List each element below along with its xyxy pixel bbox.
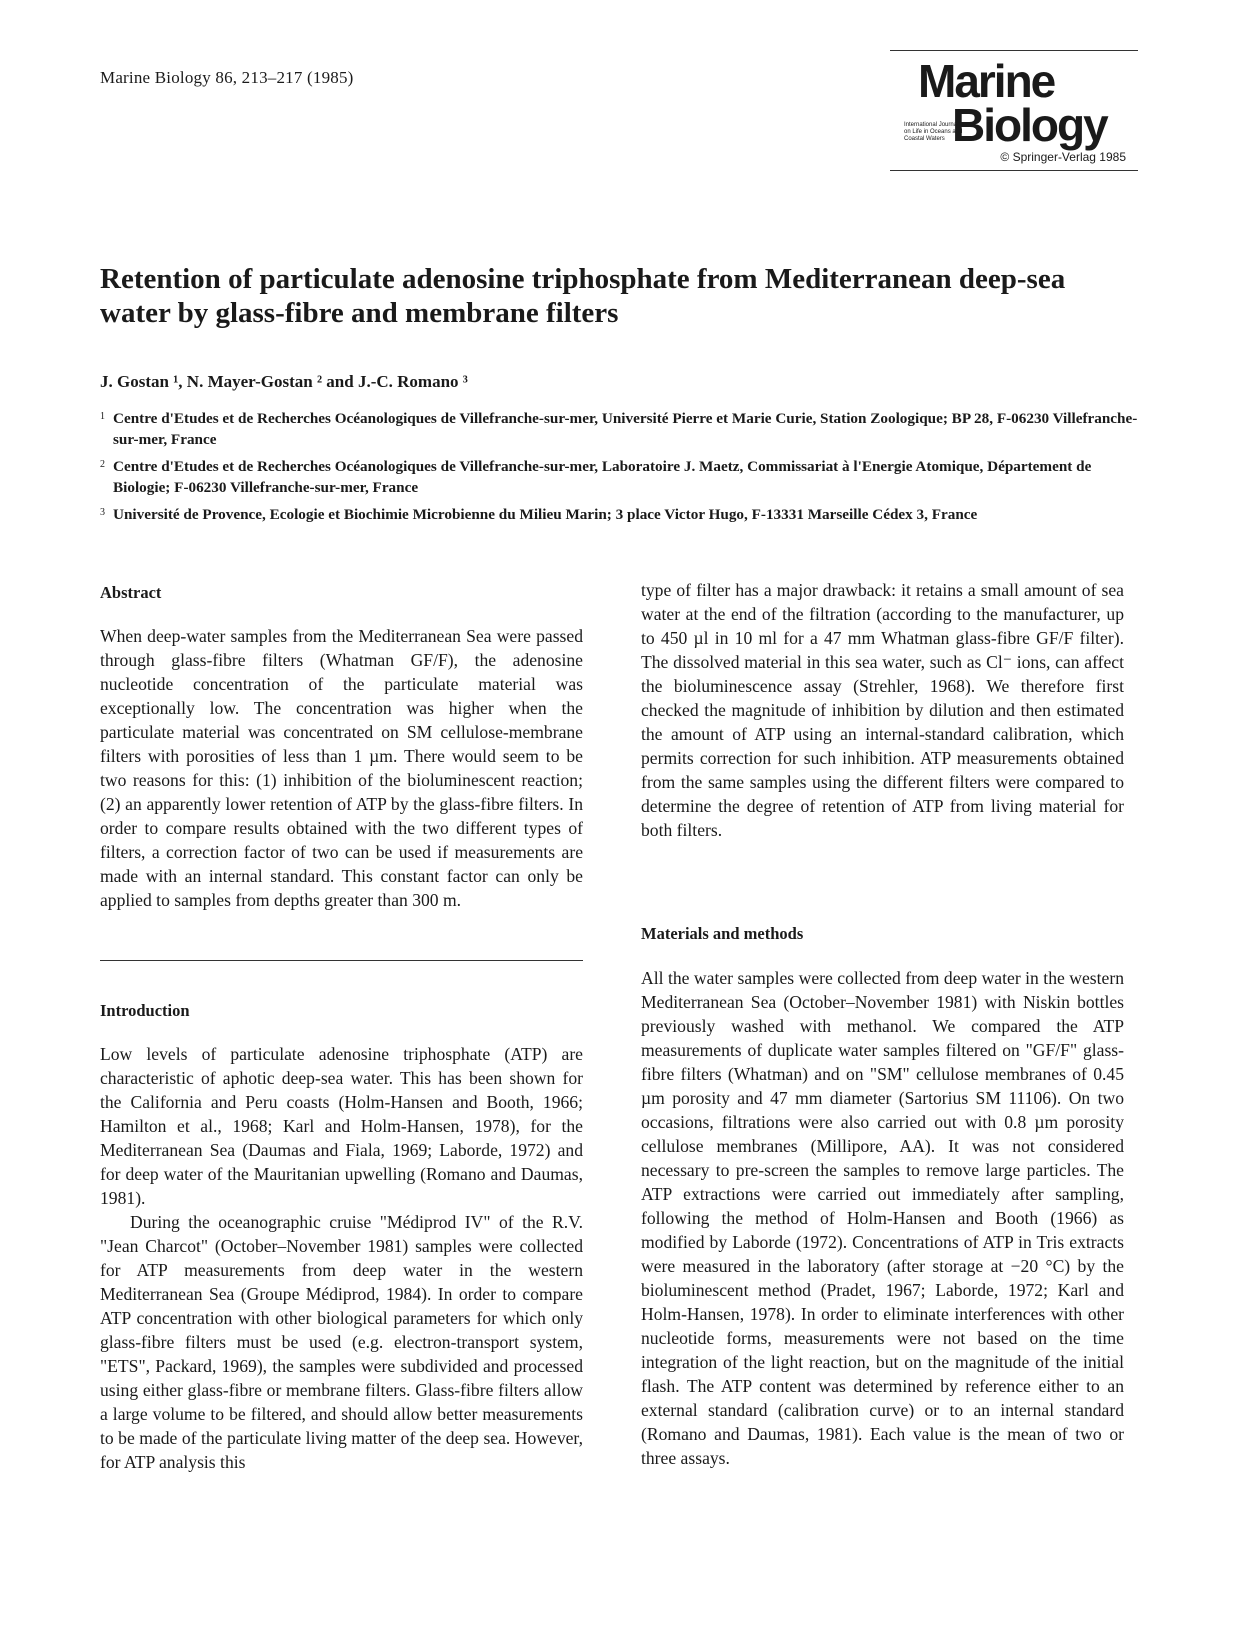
abstract-text: When deep-water samples from the Mediterranean Sea were passed through glass-fibre filters (Whatman GF/F), the adenosine nucleotide concentration of the particulate material was exceptionally low. The concentration was higher when the particulate material was concentrated on SM cellulose-membrane filters with porosities of less than 1 µm. There would seem to be two reasons for this: (1) inhibition of the bioluminescent reaction; (2) an apparently lower retention of ATP by the glass-fibre filters. In order to compare results obtained with the two different types of filters, a correction factor of two can be used if measurements are made with an internal standard. This constant factor can only be applied to samples from depths greater than 300 m. xyxy=(100,626,583,910)
article-authors: J. Gostan ¹, N. Mayer-Gostan ² and J.-C. Romano ³ xyxy=(100,372,468,391)
introduction-body xyxy=(100,1042,583,1474)
journal-logo xyxy=(890,50,1140,178)
affiliation-number: 2 xyxy=(100,459,105,470)
affiliation-3 xyxy=(100,504,1150,525)
logo-tagline: International Journal on Life in Oceans and Coastal Waters xyxy=(904,122,963,142)
affiliation-2 xyxy=(100,456,1150,498)
logo-word-marine: Marine xyxy=(918,55,1055,107)
methods-body xyxy=(641,966,1124,1470)
introduction-paragraph-3: type of filter has a major drawback: it retains a small amount of sea water at the end of the filtration (according to the manufacturer, up to 450 µl in 10 ml for a 47 mm Whatman glass-fibre GF/F filter). The dissolved material in this sea water, such as Cl⁻ ions, can affect the bioluminescence assay (Strehler, 1968). We therefore first checked the magnitude of inhibition by dilution and then estimated the amount of ATP using an internal-standard calibration, which permits correction for such inhibition. ATP measurements obtained from the same samples using the different filters were compared to determine the degree of retention of ATP from living material for both filters. xyxy=(641,580,1124,840)
affiliation-text: Centre d'Etudes et de Recherches Océanologiques de Villefranche-sur-mer, Université Pierre et Marie Curie, Station Zoologique; BP 28, F-06230 Villefranche-sur-mer, France xyxy=(113,410,1138,448)
abstract-heading: Abstract xyxy=(100,583,162,602)
introduction-paragraph-1: Low levels of particulate adenosine triphosphate (ATP) are characteristic of aphotic deep-sea water. This has been shown for the California and Peru coasts (Holm-Hansen and Booth, 1966; Hamilton et al., 1968; Karl and Holm-Hansen, 1978), for the Mediterranean Sea (Daumas and Fiala, 1969; Laborde, 1972) and for deep water of the Mauritanian upwelling (Romano and Daumas, 1981). xyxy=(100,1044,583,1208)
affiliation-text: Centre d'Etudes et de Recherches Océanologiques de Villefranche-sur-mer, Laboratoire J. Maetz, Commissariat à l'Energie Atomique, Département de Biologie; F-06230 Villefranche-sur-mer, France xyxy=(113,458,1092,496)
logo-top-rule xyxy=(890,50,1138,51)
methods-heading: Materials and methods xyxy=(641,924,804,943)
abstract-body xyxy=(100,624,583,912)
logo-word-biology: Biology xyxy=(952,99,1107,151)
affiliation-text: Université de Provence, Ecologie et Biochimie Microbienne du Milieu Marin; 3 place Victor Hugo, F-13331 Marseille Cédex 3, France xyxy=(113,506,978,523)
methods-text: All the water samples were collected from deep water in the western Mediterranean Sea (October–November 1981) with Niskin bottles previously washed with methanol. We compared the ATP measurements of duplicate water samples filtered on "GF/F" glass-fibre filters (Whatman) and on "SM" cellulose membranes of 0.45 µm porosity and 47 mm diameter (Sartorius SM 11106). On two occasions, filtrations were also carried out with 0.8 µm porosity cellulose membranes (Millipore, AA). It was not considered necessary to pre-screen the samples to remove large particles. The ATP extractions were carried out immediately after sampling, following the method of Holm-Hansen and Booth (1966) as modified by Laborde (1972). Concentrations of ATP in Tris extracts were measured in the laboratory (after storage at −20 °C) by the bioluminescent method (Pradet, 1967; Laborde, 1972; Karl and Holm-Hansen, 1978). In order to eliminate interferences with other nucleotide forms, measurements were not based on the time integration of the light reaction, but on the magnitude of the initial flash. The ATP content was determined by reference either to an external standard (calibration curve) or to an internal standard (Romano and Daumas, 1981). Each value is the mean of two or three assays. xyxy=(641,968,1124,1468)
introduction-continued xyxy=(641,578,1124,842)
introduction-paragraph-2: During the oceanographic cruise "Médiprod IV" of the R.V. "Jean Charcot" (October–November 1981) samples were collected for ATP measurements from deep water in the western Mediterranean Sea (Groupe Médiprod, 1984). In order to compare ATP concentration with other biological parameters for which only glass-fibre filters must be used (e.g. electron-transport system, "ETS", Packard, 1969), the samples were subdivided and processed using either glass-fibre or membrane filters. Glass-fibre filters allow a large volume to be filtered, and should allow better measurements to be made of the particulate living matter of the deep sea. However, for ATP analysis this xyxy=(100,1212,583,1472)
introduction-heading: Introduction xyxy=(100,1001,190,1020)
affiliation-number: 1 xyxy=(100,411,105,422)
section-divider xyxy=(100,960,583,961)
affiliation-1 xyxy=(100,408,1150,450)
journal-citation: Marine Biology 86, 213–217 (1985) xyxy=(100,68,354,87)
article-title: Retention of particulate adenosine triphosphate from Mediterranean deep-sea water by glass-fibre and membrane filters xyxy=(100,263,1066,329)
affiliation-number: 3 xyxy=(100,507,105,518)
logo-bottom-rule xyxy=(890,170,1138,171)
logo-publisher: © Springer-Verlag 1985 xyxy=(1000,150,1126,164)
